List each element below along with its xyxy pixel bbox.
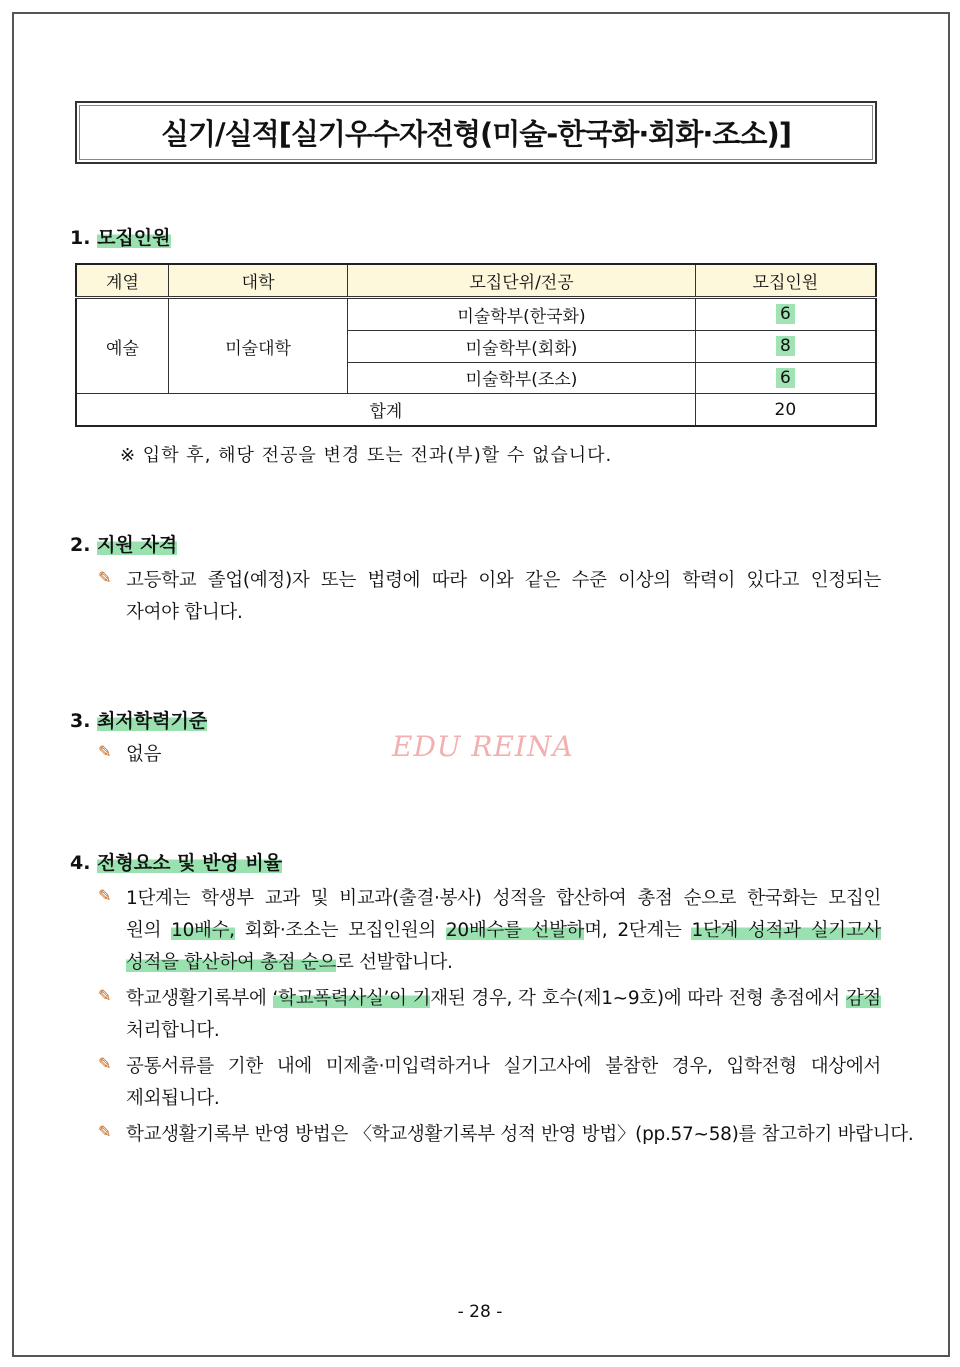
unit-cell: 미술학부(회화): [348, 330, 695, 362]
watermark: EDU REINA: [392, 730, 574, 763]
highlighted-text: 1단계 성적과 실기고사: [691, 920, 881, 941]
unit-cell: 미술학부(한국화): [348, 298, 695, 331]
minimum-text: 없음: [126, 744, 162, 765]
text-line: [126, 884, 881, 910]
text-line: [126, 598, 881, 624]
text-line: [126, 948, 881, 974]
text-segment: 회화·조소는 모집인원의: [234, 920, 446, 941]
text-segment: 학교생활기록부 반영 방법은 〈학교생활기록부 성적 반영 방법〉(pp.57~58)를 참고하기 바랍니다.: [126, 1124, 914, 1145]
page-number: - 28 -: [457, 1302, 503, 1322]
text-segment: 자여야 합니다.: [126, 602, 243, 623]
table-row: [76, 298, 876, 331]
text-segment: 고등학교 졸업(예정)자 또는 법령에 따라 이와 같은 수준 이상의 학력이 있다고 인정되는: [126, 570, 881, 591]
page-title: [75, 101, 877, 164]
section-title: 최저학력기준: [97, 710, 208, 732]
text-segment: 공통서류를 기한 내에 미제출·미입력하거나 실기고사에 불참한 경우, 입학전형 대상에서: [126, 1056, 881, 1077]
total-label: 합계: [76, 394, 695, 426]
section-title: 지원 자격: [97, 534, 178, 556]
quota-cell: 8: [776, 336, 795, 356]
pencil-bullet-icon: ✎: [98, 986, 112, 1005]
pencil-bullet-icon: ✎: [98, 742, 112, 761]
highlighted-text: 감점: [845, 988, 882, 1009]
unit-cell: 미술학부(조소): [348, 362, 695, 394]
college-cell: 미술대학: [168, 298, 347, 394]
highlighted-text: 성적을 합산하여 총점 순으: [126, 952, 337, 973]
pencil-bullet-icon: ✎: [98, 568, 112, 587]
section-2-heading: 2. 지원 자격: [70, 534, 178, 556]
text-line: [126, 1084, 881, 1110]
header-quota: 모집인원: [695, 264, 876, 298]
field-cell: 예술: [76, 298, 168, 394]
quota-cell: 6: [776, 368, 795, 388]
note-text: ※ 입학 후, 해당 전공을 변경 또는 전과(부)할 수 없습니다.: [120, 445, 613, 466]
section-4-heading: 4. 전형요소 및 반영 비율: [70, 852, 283, 874]
text-segment: 며, 2단계는: [584, 920, 692, 941]
header-unit: 모집단위/전공: [348, 264, 695, 298]
text-segment: 원의: [126, 920, 172, 941]
text-segment: 제외됩니다.: [126, 1088, 220, 1109]
total-value: 20: [695, 394, 876, 426]
text-line: [126, 1052, 881, 1078]
quota-cell: 6: [776, 304, 795, 324]
section-title: 전형요소 및 반영 비율: [97, 852, 283, 874]
section-title: 모집인원: [97, 227, 171, 249]
header-field: 계열: [76, 264, 168, 298]
page-border: [12, 12, 950, 1357]
text-segment: 학교생활기록부에: [126, 988, 273, 1009]
text-line: [126, 984, 881, 1010]
text-line: [126, 1120, 914, 1146]
total-row: [76, 394, 876, 426]
text-segment: 로 선발합니다.: [336, 952, 453, 973]
section-3-heading: 3. 최저학력기준: [70, 710, 208, 732]
text-segment: 1단계는 학생부 교과 및 비교과(출결·봉사) 성적을 합산하여 총점 순으로 한국화는 모집인: [126, 888, 881, 909]
title-text: 실기/실적[실기우수자전형(미술-한국화·회화·조소)]: [161, 117, 791, 151]
text-segment: 처리합니다.: [126, 1020, 220, 1041]
quota-table: [75, 263, 877, 427]
pencil-bullet-icon: ✎: [98, 886, 112, 905]
section-1-heading: 1. 모집인원: [70, 227, 171, 249]
text-line: [126, 916, 881, 942]
text-line: [126, 1016, 881, 1042]
text-line: [126, 566, 881, 592]
pencil-bullet-icon: ✎: [98, 1054, 112, 1073]
pencil-bullet-icon: ✎: [98, 1122, 112, 1141]
highlighted-text: 10배수,: [171, 920, 235, 941]
highlighted-text: ‘학교폭력사실’이 기: [272, 988, 431, 1009]
highlighted-text: 20배수를 선발하: [445, 920, 585, 941]
text-segment: 재된 경우, 각 호수(제1~9호)에 따라 전형 총점에서: [430, 988, 846, 1009]
header-college: 대학: [168, 264, 347, 298]
